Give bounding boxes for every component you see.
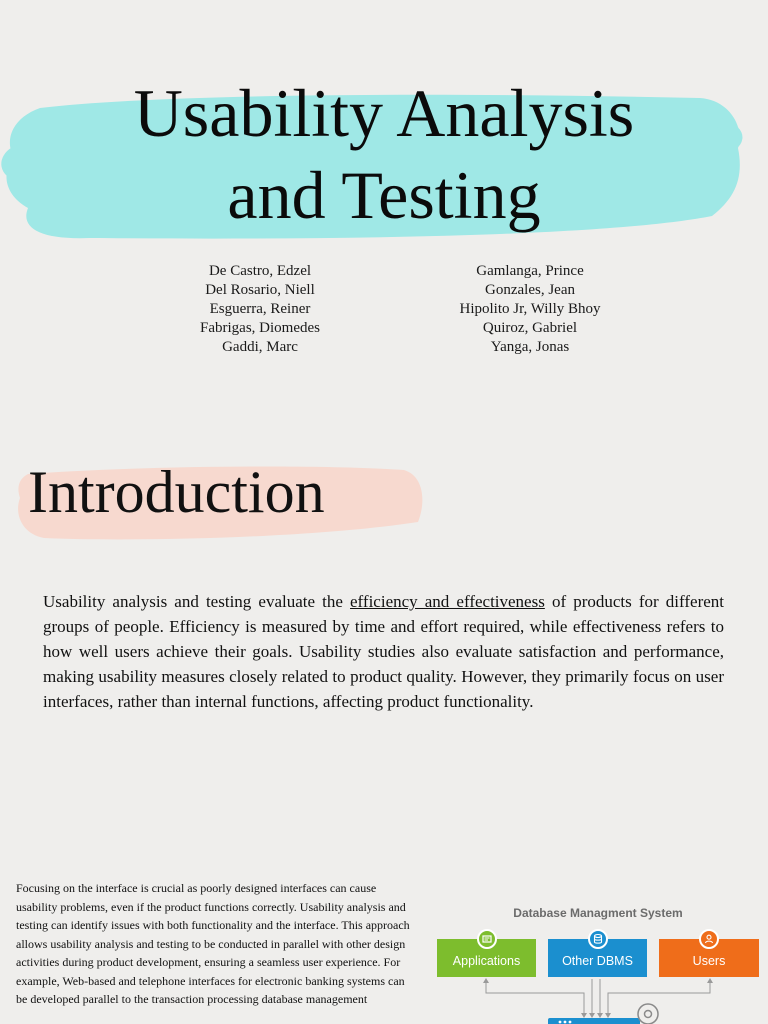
other-dbms-box — [548, 939, 647, 977]
author-name: Gamlanga, Prince — [476, 263, 584, 279]
author-name: Gonzales, Jean — [485, 282, 575, 298]
author-name: Quiroz, Gabriel — [482, 320, 578, 336]
users-label: Users — [692, 954, 726, 968]
introduction-paragraph — [43, 589, 724, 714]
introduction-heading: Introduction — [28, 459, 325, 525]
author-name: Gaddi, Marc — [222, 339, 298, 355]
author-name: Del Rosario, Niell — [205, 282, 315, 298]
title-line-1: Usability Analysis — [133, 75, 635, 151]
author-name: Esguerra, Reiner — [209, 301, 311, 317]
authors-right-column — [430, 262, 630, 357]
interface-focus-paragraph: Focusing on the interface is crucial as poorly designed interfaces can cause usability problems, even if the product functions correctly. Usability analysis and testing can identify issues with both functionality and the interface. This approach allows usability analysis and testing to be conducted in parallel with other design activities during product development, ensuring a seamless user experience. For example, Web-based and telephone interfaces for electronic banking systems can be developed parallel to the transaction processing database management — [16, 881, 410, 1006]
database-icon — [588, 929, 608, 949]
intro-text-start: Usability analysis and testing evaluate the — [43, 592, 351, 611]
authors-left-column — [160, 262, 360, 357]
user-icon — [699, 929, 719, 949]
intro-text-end: of products for different groups of people. Efficiency is measured by time and effort required, while effectiveness refers to how well users achieve their goals. Usability studies also evaluate satisfaction and performance, making usability measures closely related to product quality. However, they primarily focus on user interfaces, rather than internal functions, affecting product functionality. — [43, 592, 725, 711]
applications-icon — [477, 929, 497, 949]
author-name: De Castro, Edzel — [208, 263, 312, 279]
efficiency-effectiveness-link[interactable]: efficiency and effectiveness — [350, 592, 545, 611]
applications-box — [437, 939, 536, 977]
author-name: Fabrigas, Diomedes — [200, 320, 320, 336]
diagram-connectors — [436, 977, 760, 1024]
users-box — [659, 939, 759, 977]
other-dbms-label: Other DBMS — [562, 954, 633, 968]
gear-icon — [638, 1004, 658, 1024]
diagram-title: Database Managment System — [513, 906, 683, 920]
author-name: Yanga, Jonas — [490, 339, 570, 355]
dbms-server-bar — [548, 1018, 640, 1024]
author-name: Hipolito Jr, Willy Bhoy — [459, 301, 601, 317]
title-line-2: and Testing — [227, 157, 541, 233]
applications-label: Applications — [452, 954, 521, 968]
page-title — [0, 72, 768, 236]
